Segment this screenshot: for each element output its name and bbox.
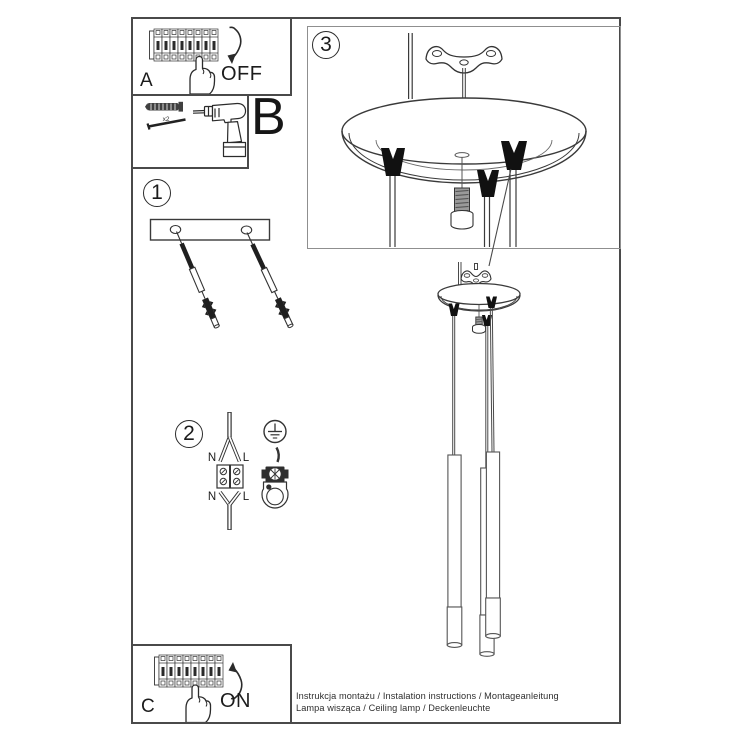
panel-a-label: A — [140, 70, 153, 91]
on-label: ON — [220, 690, 251, 712]
screw-with-anchor-right — [241, 230, 296, 330]
mounting-bracket-illustration — [148, 214, 298, 340]
wire-label-n-bottom: N — [207, 491, 217, 503]
arrow-down-icon — [228, 27, 241, 64]
output-cable — [220, 492, 240, 530]
supply-cable — [220, 412, 240, 462]
breaker-on-illustration — [133, 646, 290, 722]
step-2-number: 2 — [183, 422, 195, 445]
panel-c — [131, 644, 292, 724]
earth-clamp-icon — [262, 467, 289, 509]
earth-wire — [277, 448, 279, 463]
anchor-quantity-label: x2 — [162, 116, 170, 123]
step-3-number: 3 — [320, 33, 332, 56]
breaker-off-illustration — [133, 19, 290, 94]
screw-with-anchor-left — [171, 229, 223, 330]
footer-line-1: Instrukcja montażu / Instalation instructions / Montageanleitung — [296, 691, 559, 701]
hand-icon — [186, 685, 211, 722]
panel-b-label: B — [251, 88, 286, 146]
panel-a — [131, 17, 292, 96]
drill-anchors-illustration — [133, 96, 247, 167]
mounting-strap-icon — [426, 47, 502, 73]
breaker-strip — [150, 29, 219, 61]
terminal-block-icon — [217, 465, 243, 488]
step-1-number: 1 — [151, 181, 163, 204]
lamp-strap-icon — [461, 264, 491, 286]
wire-label-n-top: N — [207, 452, 217, 464]
wire-label-l-top: L — [242, 452, 250, 464]
step-1-marker — [143, 179, 171, 207]
drill-icon — [193, 103, 246, 156]
wire-label-l-bottom: L — [242, 491, 250, 503]
lamp-tubes — [447, 452, 500, 656]
footer-text — [296, 691, 559, 714]
hand-icon — [190, 57, 215, 95]
panel-c-label: C — [141, 696, 155, 717]
wall-plug-icon — [145, 102, 183, 112]
step-2-marker — [175, 420, 203, 448]
footer-line-2: Lampa wisząca / Ceiling lamp / Deckenleuchte — [296, 702, 491, 713]
wiring-diagram-illustration — [200, 405, 295, 535]
pendant-lamp-illustration — [355, 160, 621, 670]
earth-symbol-icon — [264, 421, 286, 443]
breaker-strip — [155, 655, 224, 687]
detail-leader-line — [489, 169, 511, 266]
panel-b — [131, 94, 249, 169]
off-label: OFF — [221, 63, 263, 85]
